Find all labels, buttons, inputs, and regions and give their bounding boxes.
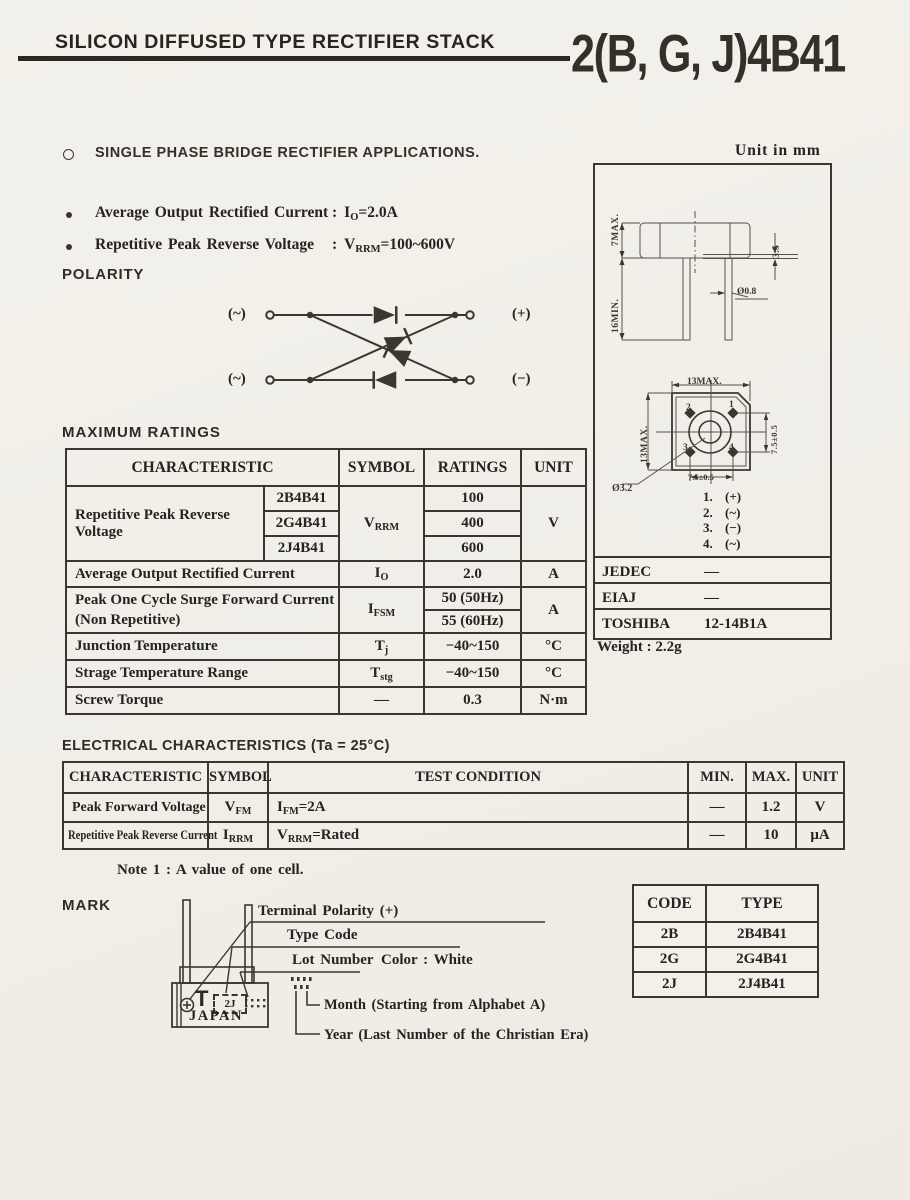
rating-cell: 600 bbox=[424, 536, 521, 561]
symbol-cell: $V_{RRM}$ bbox=[339, 486, 424, 561]
type-cell: 2G4B41 bbox=[264, 511, 339, 536]
type-cell: 2J4B41 bbox=[264, 536, 339, 561]
unit-cell: V bbox=[796, 793, 844, 822]
dot-bullet-icon bbox=[66, 212, 72, 218]
page-title: SILICON DIFFUSED TYPE RECTIFIER STACK bbox=[55, 31, 496, 53]
mark-heading: MARK bbox=[62, 897, 111, 914]
unit-cell: N·m bbox=[521, 687, 586, 714]
characteristic-cell: Repetitive Peak Reverse Voltage bbox=[66, 486, 264, 561]
polarity-heading: POLARITY bbox=[62, 266, 145, 283]
characteristic-cell: Screw Torque bbox=[66, 687, 339, 714]
col-header: CODE bbox=[633, 885, 706, 922]
rating-cell: 400 bbox=[424, 511, 521, 536]
code-cell: 2B bbox=[633, 922, 706, 947]
circle-bullet-icon bbox=[63, 149, 74, 160]
side-view-lead-dia-label: Ø0.8 bbox=[737, 287, 757, 297]
test-condition-cell: $I_{FM}=2A$ bbox=[268, 793, 688, 822]
list-item: 3. (−) bbox=[703, 520, 742, 535]
type-cell: 2B4B41 bbox=[706, 922, 818, 947]
table-row bbox=[66, 660, 586, 687]
min-cell: — bbox=[688, 793, 746, 822]
characteristic-cell: Strage Temperature Range bbox=[66, 660, 339, 687]
diode-top bbox=[374, 306, 397, 324]
col-header: MIN. bbox=[688, 762, 746, 793]
bottom-view-pitch-right-label: 7.5±0.5 bbox=[769, 424, 779, 454]
list-item: 1. (+) bbox=[703, 489, 742, 504]
rating-cell: −40~150 bbox=[424, 633, 521, 660]
symbol-cell: $T_j$ bbox=[339, 633, 424, 660]
title-rule bbox=[18, 56, 570, 61]
symbol-cell: $I_{FSM}$ bbox=[339, 587, 424, 633]
col-header: SYMBOL bbox=[208, 762, 268, 793]
max-ratings-table bbox=[65, 448, 587, 715]
max-cell: 10 bbox=[746, 822, 796, 849]
max-ratings-heading: MAXIMUM RATINGS bbox=[62, 424, 221, 441]
table-row bbox=[66, 687, 586, 714]
polarity-minus-label: (−) bbox=[512, 371, 531, 387]
feature-label: Repetitive Peak Reverse Voltage bbox=[95, 236, 315, 253]
feature-colon: : bbox=[332, 236, 338, 253]
table-row bbox=[66, 486, 586, 511]
col-header: TEST CONDITION bbox=[268, 762, 688, 793]
weight-note: Weight : 2.2g bbox=[597, 639, 682, 655]
min-cell: — bbox=[688, 822, 746, 849]
feature-value: $V_{RRM}=100\sim 600V$ bbox=[344, 236, 456, 255]
feature-label: Average Output Rectified Current bbox=[95, 204, 329, 221]
unit-cell: V bbox=[521, 486, 586, 561]
type-cell: 2G4B41 bbox=[706, 947, 818, 972]
bottom-view-hole-dia-label: Ø3.2 bbox=[612, 483, 633, 494]
pin-number-4: 4 bbox=[729, 443, 734, 453]
lot-dots-small bbox=[245, 999, 265, 1007]
symbol-cell: $I_{RRM}$ bbox=[208, 822, 268, 849]
col-header: UNIT bbox=[796, 762, 844, 793]
bridge-rectifier-diagram bbox=[265, 300, 505, 400]
rating-cell: 0.3 bbox=[424, 687, 521, 714]
electrical-table bbox=[62, 761, 845, 850]
characteristic-cell: Average Output Rectified Current bbox=[66, 561, 339, 587]
col-header: CHARACTERISTIC bbox=[66, 449, 339, 486]
code-cell: 2J bbox=[633, 972, 706, 997]
feature-colon: : bbox=[332, 204, 338, 221]
col-header: UNIT bbox=[521, 449, 586, 486]
rating-cell: −40~150 bbox=[424, 660, 521, 687]
type-cell: 2B4B41 bbox=[264, 486, 339, 511]
mark-label-year: Year (Last Number of the Christian Era) bbox=[324, 1027, 589, 1043]
unit-note: Unit in mm bbox=[735, 142, 821, 159]
symbol-cell: $T_{stg}$ bbox=[339, 660, 424, 687]
unit-cell: °C bbox=[521, 633, 586, 660]
side-view-standoff-label: 3.5 bbox=[772, 244, 782, 258]
note-text: Note 1 : A value of one cell. bbox=[117, 862, 304, 878]
characteristic-cell: Repetitive Peak Reverse Current bbox=[63, 822, 208, 849]
rating-cell: 50 (50Hz) bbox=[424, 587, 521, 610]
unit-cell: μA bbox=[796, 822, 844, 849]
registry-row-jedec: JEDEC — bbox=[593, 556, 832, 588]
mark-body-type-code-box: 2J bbox=[213, 994, 247, 1014]
characteristic-cell: Peak One Cycle Surge Forward Current (Non Repetitive) bbox=[66, 587, 339, 633]
registry-row-toshiba: TOSHIBA 12-14B1A bbox=[593, 608, 832, 640]
polarity-ac-top-label: (~) bbox=[228, 306, 246, 322]
feature-line bbox=[95, 204, 398, 223]
lot-dots-large bbox=[291, 977, 312, 989]
diode-bottom bbox=[374, 371, 397, 389]
polarity-plus-label: (+) bbox=[512, 306, 531, 322]
table-row bbox=[66, 633, 586, 660]
code-cell: 2G bbox=[633, 947, 706, 972]
side-view-lead-length-label: 16MIN. bbox=[611, 298, 621, 333]
col-header: CHARACTERISTIC bbox=[63, 762, 208, 793]
pin-number-3: 3 bbox=[683, 443, 688, 453]
list-item: 2. (~) bbox=[703, 504, 741, 520]
applications-text: SINGLE PHASE BRIDGE RECTIFIER APPLICATIONS. bbox=[95, 145, 480, 161]
feature-line bbox=[95, 236, 455, 255]
mark-label-month: Month (Starting from Alphabet A) bbox=[324, 997, 546, 1013]
col-header: SYMBOL bbox=[339, 449, 424, 486]
mark-body-japan: JAPAN bbox=[189, 1008, 243, 1024]
table-row bbox=[633, 947, 818, 972]
table-row bbox=[66, 561, 586, 587]
unit-cell: A bbox=[521, 561, 586, 587]
unit-cell: A bbox=[521, 587, 586, 633]
package-side-view-drawing bbox=[598, 185, 823, 345]
col-header: TYPE bbox=[706, 885, 818, 922]
bottom-view-pitch-bottom-label: 7.5±0.5 bbox=[688, 472, 714, 482]
table-row bbox=[633, 972, 818, 997]
polarity-ac-bottom-label: (~) bbox=[228, 371, 246, 387]
feature-value: $I_O=2.0A$ bbox=[344, 204, 398, 223]
pin-number-2: 2 bbox=[686, 403, 691, 413]
pin-number-1: 1 bbox=[729, 400, 734, 410]
table-row bbox=[63, 793, 844, 822]
test-condition-cell: $V_{RRM}=Rated$ bbox=[268, 822, 688, 849]
code-type-table bbox=[632, 884, 819, 998]
table-row bbox=[633, 922, 818, 947]
col-header: RATINGS bbox=[424, 449, 521, 486]
bottom-view-height-label: 13MAX. bbox=[640, 425, 650, 463]
mark-body-letter-t: T bbox=[195, 986, 209, 1011]
registry-row-eiaj: EIAJ — bbox=[593, 582, 832, 614]
rating-cell: 100 bbox=[424, 486, 521, 511]
rating-cell: 2.0 bbox=[424, 561, 521, 587]
symbol-cell: — bbox=[339, 687, 424, 714]
mark-label-lot-number: Lot Number bbox=[292, 952, 374, 968]
symbol-cell: $V_{FM}$ bbox=[208, 793, 268, 822]
table-row bbox=[63, 822, 844, 849]
mark-label-terminal-polarity: Terminal Polarity (+) bbox=[258, 903, 399, 919]
characteristic-cell: Peak Forward Voltage bbox=[63, 793, 208, 822]
characteristic-cell: Junction Temperature bbox=[66, 633, 339, 660]
max-cell: 1.2 bbox=[746, 793, 796, 822]
type-cell: 2J4B41 bbox=[706, 972, 818, 997]
mark-label-type-code: Type Code bbox=[287, 927, 358, 943]
pin-function-list bbox=[703, 489, 741, 551]
rating-cell: 55 (60Hz) bbox=[424, 610, 521, 633]
bottom-view-width-label: 13MAX. bbox=[687, 377, 722, 387]
dot-bullet-icon bbox=[66, 244, 72, 250]
unit-cell: °C bbox=[521, 660, 586, 687]
part-number: 2(B, G, J)4B41 bbox=[571, 25, 845, 84]
electrical-heading: ELECTRICAL CHARACTERISTICS (Ta = 25°C) bbox=[62, 738, 390, 754]
symbol-cell: $I_O$ bbox=[339, 561, 424, 587]
table-row bbox=[66, 587, 586, 610]
col-header: MAX. bbox=[746, 762, 796, 793]
side-view-body-height-label: 7MAX. bbox=[611, 213, 621, 246]
mark-label-color: Color : White bbox=[381, 952, 473, 968]
list-item: 4. (~) bbox=[703, 535, 741, 551]
